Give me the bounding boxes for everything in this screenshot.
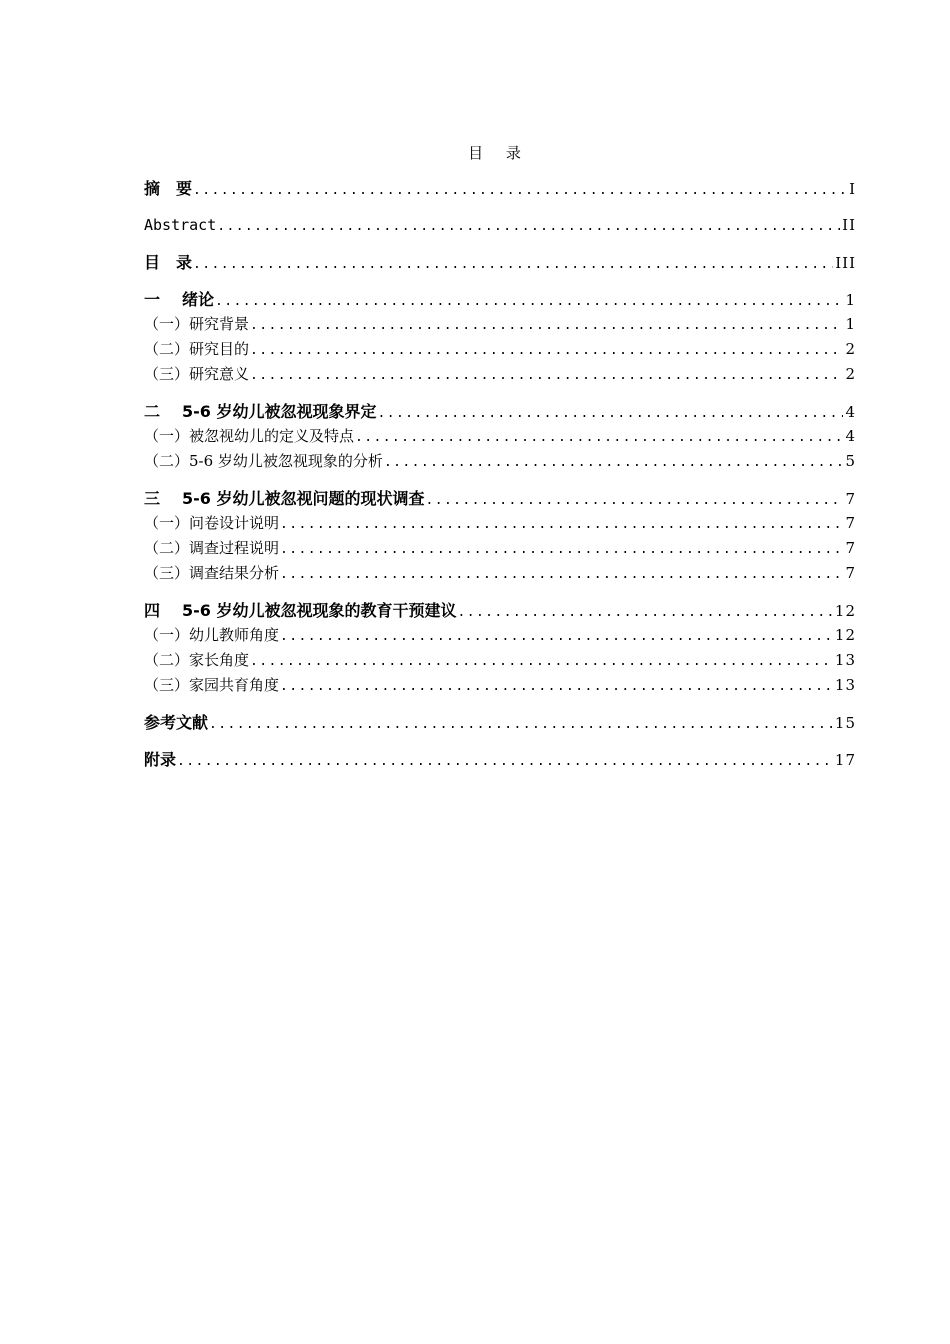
toc-entry-label: Abstract [144, 216, 217, 234]
toc-entry-section-1-2[interactable] [144, 337, 856, 362]
toc-page-number: 7 [845, 514, 856, 532]
toc-page-number: 12 [834, 626, 856, 644]
toc-page-number: II [842, 216, 856, 234]
toc-leader-dots [456, 600, 832, 625]
toc-page-number: 2 [845, 340, 856, 358]
toc-page-number: 13 [834, 676, 856, 694]
toc-page-number: 13 [834, 651, 856, 669]
toc-leader-dots [279, 562, 843, 587]
toc-leader-dots [376, 401, 843, 426]
toc-page-number: 1 [845, 315, 856, 333]
toc-leader-dots [216, 214, 840, 239]
toc-entry-section-4-1[interactable] [144, 623, 856, 648]
toc-leader-dots [249, 649, 833, 674]
toc-entry-label: （二）研究目的 [144, 340, 250, 358]
toc-entry-label: （一）研究背景 [144, 315, 250, 333]
toc-page-number: 7 [845, 539, 856, 557]
toc-entry-contents[interactable] [144, 250, 856, 275]
toc-entry-references[interactable] [144, 710, 856, 735]
toc-page-number: 5 [845, 452, 856, 470]
toc-leader-dots [354, 425, 843, 450]
toc-leader-dots [424, 488, 843, 513]
toc-entry-label: （二）调查过程说明 [144, 539, 280, 557]
toc-entry-label: （一）幼儿教师角度 [144, 626, 280, 644]
toc-leader-dots [192, 178, 847, 203]
toc-leader-dots [192, 252, 833, 277]
toc-entry-chapter-3[interactable] [144, 486, 856, 511]
toc-leader-dots [279, 674, 833, 699]
toc-leader-dots [214, 289, 843, 314]
toc-page-number: 17 [834, 751, 856, 769]
toc-entry-section-2-1[interactable] [144, 424, 856, 449]
toc-entry-label: （二）5-6 岁幼儿被忽视现象的分析 [144, 452, 383, 470]
toc-leader-dots [279, 537, 843, 562]
toc-entry-abstract-cn[interactable] [144, 176, 856, 201]
toc-entry-abstract-en[interactable] [144, 213, 856, 238]
toc-entry-label [144, 287, 214, 312]
table-of-contents [144, 176, 856, 772]
chapter-title: 绪论 [182, 290, 215, 309]
toc-leader-dots [208, 712, 833, 737]
toc-entry-label [144, 399, 376, 424]
toc-entry-label: 附录 [144, 750, 177, 769]
toc-page-number: 12 [834, 602, 856, 620]
toc-leader-dots [249, 338, 843, 363]
toc-entry-section-1-3[interactable] [144, 362, 856, 387]
chapter-title: 5-6 岁幼儿被忽视现象界定 [182, 402, 377, 421]
toc-page-number: 15 [834, 714, 856, 732]
chapter-title: 5-6 岁幼儿被忽视现象的教育干预建议 [182, 601, 457, 620]
toc-page-number: 7 [845, 490, 856, 508]
toc-page-number: III [835, 254, 856, 272]
toc-entry-appendix[interactable] [144, 747, 856, 772]
toc-title: 目 录 [468, 144, 530, 162]
toc-leader-dots [176, 749, 833, 774]
toc-entry-section-2-2[interactable] [144, 449, 856, 474]
toc-entry-label: （三）研究意义 [144, 365, 250, 383]
toc-page-number: 4 [845, 427, 856, 445]
chapter-title: 5-6 岁幼儿被忽视问题的现状调查 [182, 489, 425, 508]
toc-entry-label: （二）家长角度 [144, 651, 250, 669]
toc-entry-label: 目 录 [144, 253, 193, 272]
toc-page-number: 2 [845, 365, 856, 383]
toc-page-number: I [849, 180, 856, 198]
toc-entry-chapter-1[interactable] [144, 287, 856, 312]
toc-entry-label [144, 486, 424, 511]
toc-entry-label: （一）被忽视幼儿的定义及特点 [144, 427, 355, 445]
toc-leader-dots [279, 624, 833, 649]
toc-entry-label: 参考文献 [144, 713, 209, 732]
toc-entry-section-4-2[interactable] [144, 648, 856, 673]
chapter-number: 四 [144, 601, 161, 620]
toc-entry-section-3-3[interactable] [144, 561, 856, 586]
toc-leader-dots [279, 512, 843, 537]
chapter-number: 三 [144, 489, 161, 508]
toc-entry-section-3-1[interactable] [144, 511, 856, 536]
toc-leader-dots [249, 313, 843, 338]
toc-entry-section-3-2[interactable] [144, 536, 856, 561]
chapter-number: 一 [144, 290, 161, 309]
toc-page-number: 1 [845, 291, 856, 309]
toc-leader-dots [383, 450, 844, 475]
toc-entry-label: （三）家园共育角度 [144, 676, 280, 694]
toc-leader-dots [249, 363, 843, 388]
chapter-number: 二 [144, 402, 161, 421]
toc-entry-label: （三）调查结果分析 [144, 564, 280, 582]
toc-page-number: 7 [845, 564, 856, 582]
toc-entry-section-4-3[interactable] [144, 673, 856, 698]
toc-entry-chapter-2[interactable] [144, 399, 856, 424]
toc-entry-label [144, 598, 456, 623]
toc-page-number: 4 [845, 403, 856, 421]
toc-entry-label: （一）问卷设计说明 [144, 514, 280, 532]
toc-entry-chapter-4[interactable] [144, 598, 856, 623]
toc-entry-section-1-1[interactable] [144, 312, 856, 337]
toc-entry-label: 摘 要 [144, 179, 193, 198]
